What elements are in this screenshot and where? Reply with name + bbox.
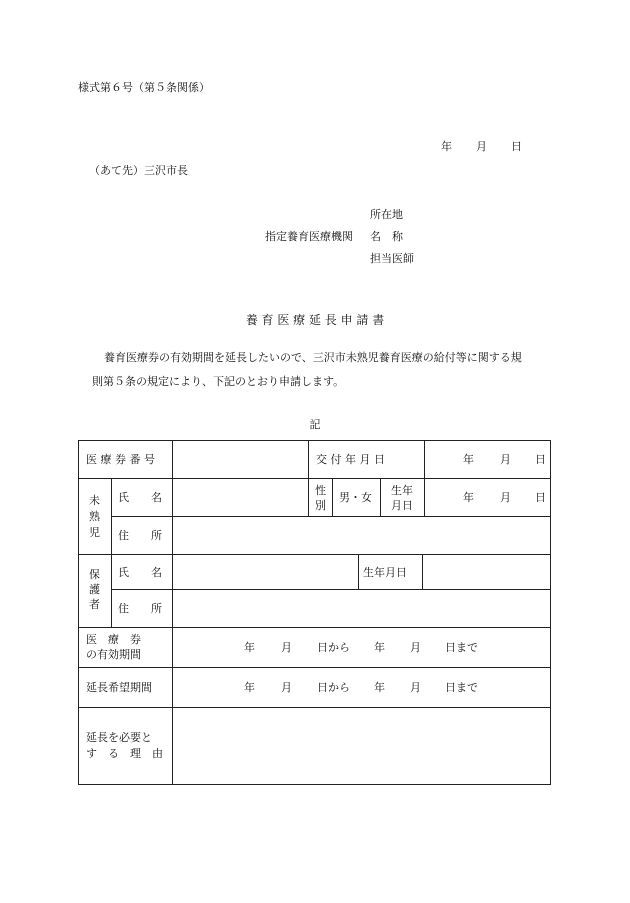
infant-name-label: 氏 名: [118, 491, 162, 504]
extension-year-1: 年: [244, 681, 255, 694]
guardian-name-label: 氏 名: [118, 566, 162, 579]
validity-day-1: 日から: [317, 641, 350, 654]
reason-field[interactable]: [173, 708, 550, 784]
infant-address-field[interactable]: [173, 517, 550, 554]
validity-label-1: 医 療 券: [86, 633, 141, 646]
guardian-address-label: 住 所: [118, 602, 162, 615]
validity-day-2: 日まで: [445, 641, 478, 654]
extension-year-2: 年: [374, 681, 385, 694]
body-line-2: 則第５条の規定により、下記のとおり申請します。: [92, 375, 345, 388]
ticket-number-label: 医 療 券 番 号: [86, 453, 155, 466]
infant-label-1: 未: [89, 494, 100, 507]
form-number: 様式第６号（第５条関係）: [78, 81, 210, 94]
infant-name-field[interactable]: [173, 479, 308, 516]
ticket-number-field[interactable]: [173, 441, 308, 478]
extension-day-2: 日まで: [445, 681, 478, 694]
validity-month-1: 月: [281, 641, 292, 654]
infant-label-3: 児: [89, 526, 100, 539]
reason-label-2: す る 理 由: [86, 747, 163, 760]
issue-date-year: 年: [463, 453, 474, 466]
issue-date-label: 交 付 年 月 日: [316, 453, 385, 466]
body-line-1: 養育医療券の有効期間を延長したいので、三沢市未熟児養育医療の給付等に関する規: [104, 351, 522, 364]
reason-label-1: 延長を必要と: [86, 731, 152, 744]
validity-month-2: 月: [410, 641, 421, 654]
issue-date-day: 日: [535, 453, 546, 466]
applicant-doctor-label: 担当医師: [370, 252, 414, 265]
infant-address-label: 住 所: [118, 529, 162, 542]
issue-date-field[interactable]: [425, 441, 550, 478]
applicant-name-label: 名 称: [370, 230, 403, 243]
guardian-address-field[interactable]: [173, 590, 550, 627]
addressee: （あて先）三沢市長: [89, 164, 188, 177]
guardian-birth-label: 生年月日: [363, 566, 407, 579]
infant-birth-year: 年: [463, 491, 474, 504]
infant-birth-field[interactable]: [425, 479, 550, 516]
guardian-label-3: 者: [89, 598, 100, 611]
sex-label-2: 別: [315, 499, 326, 512]
infant-birth-label-2: 月日: [391, 499, 413, 512]
header-date-month: 月: [476, 140, 487, 153]
infant-label-2: 熟: [89, 510, 100, 523]
extension-day-1: 日から: [317, 681, 350, 694]
application-table: [78, 440, 551, 785]
guardian-name-field[interactable]: [173, 555, 358, 589]
validity-field[interactable]: [173, 628, 550, 667]
extension-month-1: 月: [281, 681, 292, 694]
validity-year-1: 年: [244, 641, 255, 654]
infant-birth-label-1: 生年: [391, 484, 413, 497]
ki-label: 記: [309, 418, 321, 431]
guardian-label-1: 保: [89, 568, 100, 581]
issue-date-month: 月: [500, 453, 511, 466]
header-date-year: 年: [441, 140, 452, 153]
sex-value[interactable]: 男・女: [339, 491, 372, 504]
infant-birth-month: 月: [500, 491, 511, 504]
extension-field[interactable]: [173, 668, 550, 707]
applicant-org-label: 指定養育医療機関: [265, 230, 353, 243]
extension-month-2: 月: [410, 681, 421, 694]
document-title: 養 育 医 療 延 長 申 請 書: [245, 313, 385, 327]
validity-label-2: の有効期間: [86, 648, 141, 661]
sex-label-1: 性: [315, 484, 326, 497]
header-date-day: 日: [511, 140, 522, 153]
guardian-label-2: 護: [89, 583, 100, 596]
infant-birth-day: 日: [535, 491, 546, 504]
extension-label: 延長希望期間: [86, 681, 152, 694]
validity-year-2: 年: [374, 641, 385, 654]
applicant-address-label: 所在地: [370, 208, 403, 221]
guardian-birth-field[interactable]: [423, 555, 550, 589]
